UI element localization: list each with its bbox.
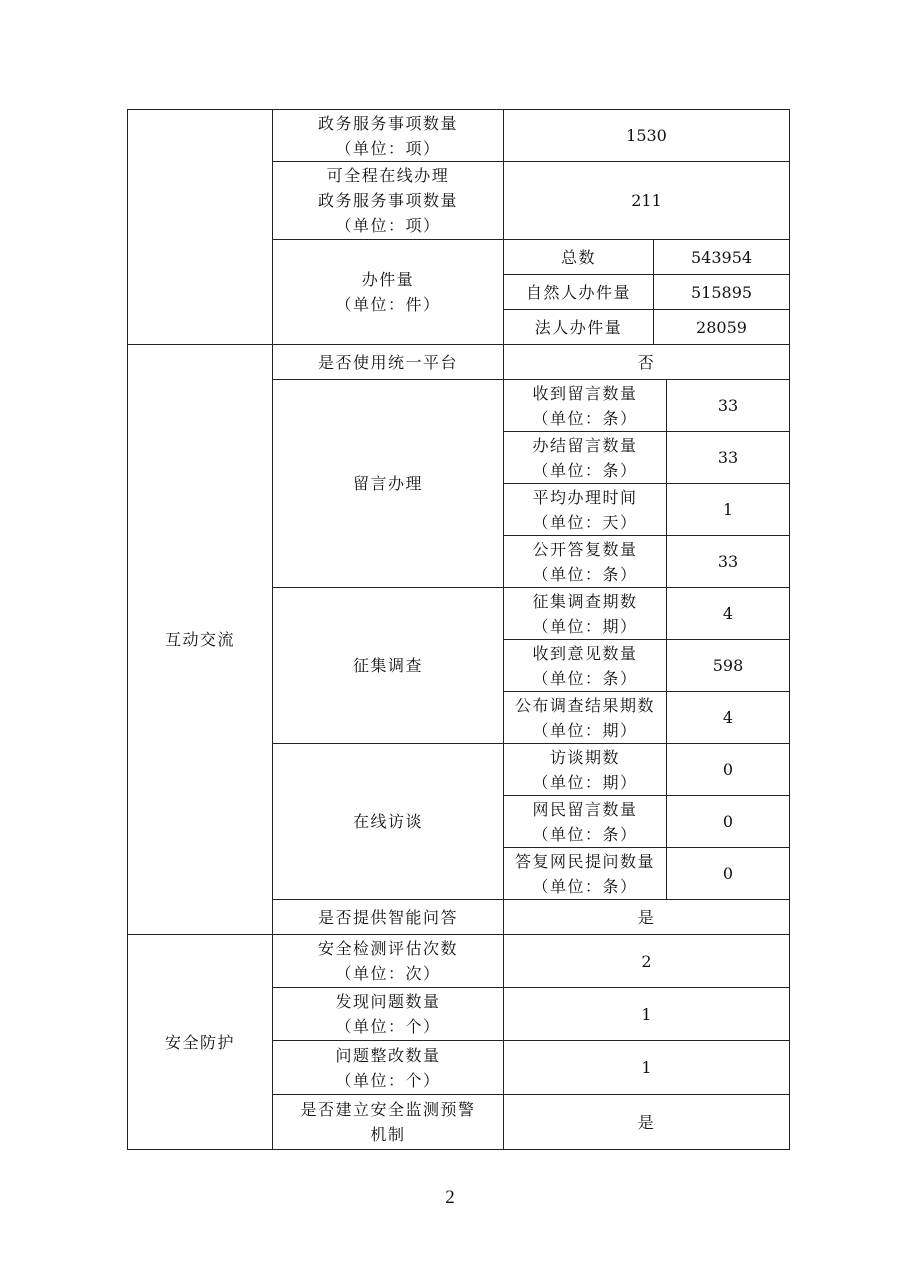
- row-value: 1: [504, 988, 790, 1041]
- row-value: 2: [504, 935, 790, 988]
- row-value: 211: [504, 162, 790, 240]
- sub-value: 1: [667, 484, 790, 536]
- section-label: 互动交流: [128, 345, 273, 935]
- sub-label: 访谈期数 （单位：期）: [504, 744, 667, 796]
- sub-label: 答复网民提问数量 （单位：条）: [504, 848, 667, 900]
- row-label: 办件量 （单位：件）: [273, 240, 504, 345]
- sub-label: 自然人办件量: [504, 275, 654, 310]
- row-label: 是否提供智能问答: [273, 900, 504, 935]
- sub-value: 28059: [654, 310, 790, 345]
- row-label: 可全程在线办理 政务服务事项数量 （单位：项）: [273, 162, 504, 240]
- row-label: 是否使用统一平台: [273, 345, 504, 380]
- sub-value: 543954: [654, 240, 790, 275]
- row-label: 是否建立安全监测预警 机制: [273, 1095, 504, 1150]
- sub-value: 4: [667, 692, 790, 744]
- row-label: 问题整改数量 （单位：个）: [273, 1041, 504, 1095]
- section-label: 安全防护: [128, 935, 273, 1150]
- sub-label: 网民留言数量 （单位：条）: [504, 796, 667, 848]
- table-row: [128, 110, 790, 162]
- section-label-blank: [128, 110, 273, 345]
- group-label: 在线访谈: [273, 744, 504, 900]
- sub-value: 4: [667, 588, 790, 640]
- sub-label: 征集调查期数 （单位：期）: [504, 588, 667, 640]
- sub-label: 总数: [504, 240, 654, 275]
- sub-label: 法人办件量: [504, 310, 654, 345]
- sub-label: 平均办理时间 （单位：天）: [504, 484, 667, 536]
- sub-value: 598: [667, 640, 790, 692]
- row-value: 是: [504, 900, 790, 935]
- sub-value: 0: [667, 744, 790, 796]
- row-label: 政务服务事项数量 （单位：项）: [273, 110, 504, 162]
- row-value: 1: [504, 1041, 790, 1095]
- sub-value: 0: [667, 796, 790, 848]
- sub-label: 办结留言数量 （单位：条）: [504, 432, 667, 484]
- group-label: 留言办理: [273, 380, 504, 588]
- sub-label: 公开答复数量 （单位：条）: [504, 536, 667, 588]
- page-number: 2: [445, 1187, 455, 1208]
- sub-value: 33: [667, 380, 790, 432]
- sub-value: 0: [667, 848, 790, 900]
- row-value: 1530: [504, 110, 790, 162]
- sub-label: 收到留言数量 （单位：条）: [504, 380, 667, 432]
- sub-value: 33: [667, 536, 790, 588]
- statistics-table: [127, 109, 790, 1150]
- sub-value: 515895: [654, 275, 790, 310]
- row-label: 发现问题数量 （单位：个）: [273, 988, 504, 1041]
- row-value: 否: [504, 345, 790, 380]
- sub-label: 公布调查结果期数 （单位：期）: [504, 692, 667, 744]
- table-row: [128, 345, 790, 380]
- group-label: 征集调查: [273, 588, 504, 744]
- row-label: 安全检测评估次数 （单位：次）: [273, 935, 504, 988]
- row-value: 是: [504, 1095, 790, 1150]
- table-row: [128, 935, 790, 988]
- sub-value: 33: [667, 432, 790, 484]
- sub-label: 收到意见数量 （单位：条）: [504, 640, 667, 692]
